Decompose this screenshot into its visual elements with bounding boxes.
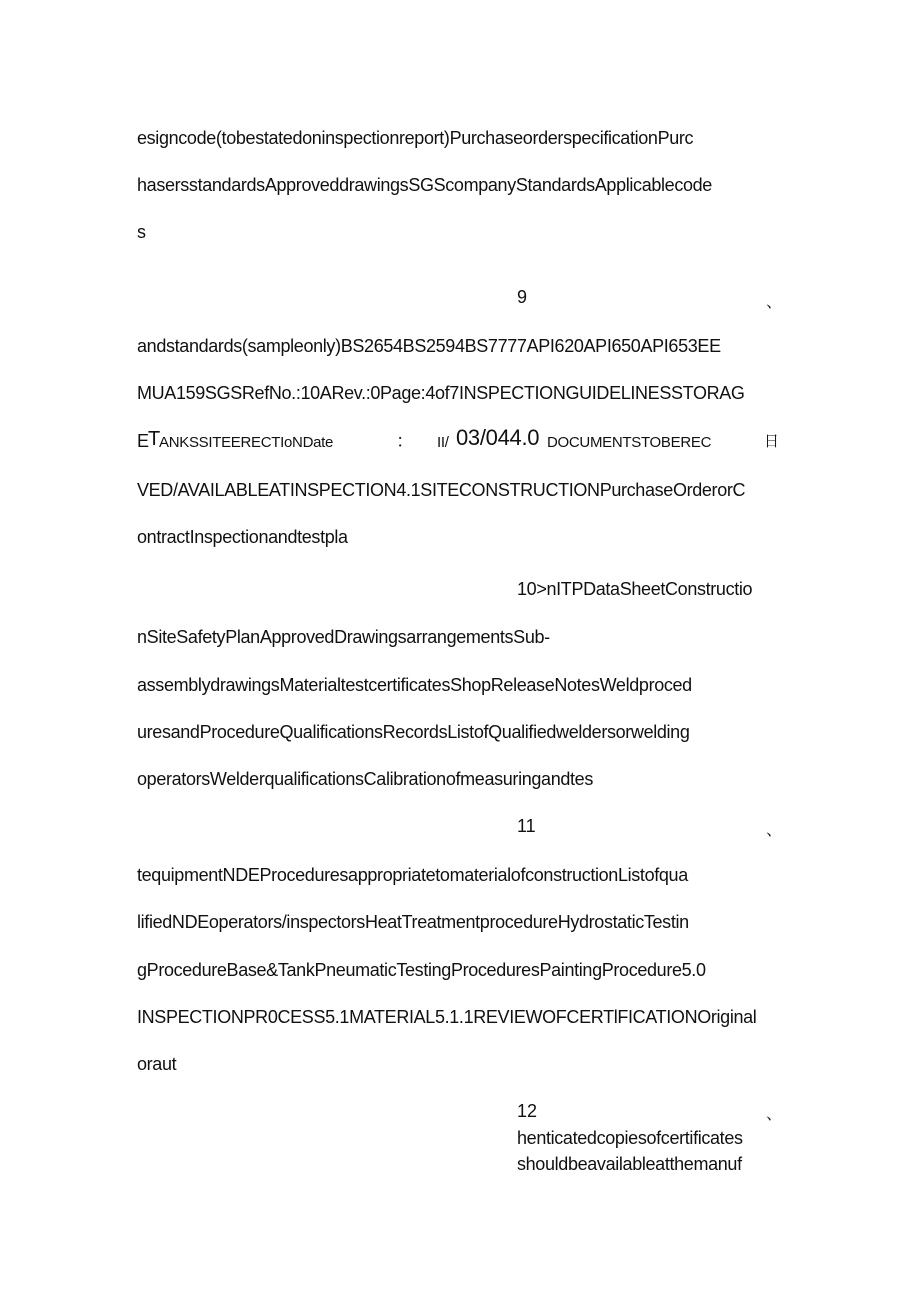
page-number: 12 <box>517 1101 538 1121</box>
body-text-line: assemblydrawingsMaterialtestcertificatesShopReleaseNotesWeldproced <box>137 675 692 695</box>
body-text-line: gProcedureBase&TankPneumaticTestingProceduresPaintingProcedure5.0 <box>137 960 706 980</box>
page-number: 9 <box>517 287 528 307</box>
page-mark: 、 <box>766 294 783 311</box>
body-text-line: operatorsWelderqualificationsCalibrationofmeasuringandtes <box>137 769 593 789</box>
page-mark: 、 <box>766 822 783 839</box>
colon-mark: ： <box>396 431 414 451</box>
body-text-line: shouldbeavailableatthemanuf <box>517 1154 742 1174</box>
page-number: 11 <box>517 816 536 836</box>
date-prefix: II/ <box>437 434 449 451</box>
body-text-line-part: T <box>148 428 161 450</box>
body-text-line: ontractInspectionandtestpla <box>137 527 348 547</box>
body-text-line: esigncode(tobestatedoninspectionreport)PurchaseorderspecificationPurc <box>137 128 694 148</box>
page-break-line: 10>nITPDataSheetConstructio <box>517 579 753 599</box>
stray-glyph: 日 <box>764 433 780 450</box>
body-text-line: VED/AVAILABLEATINSPECTION4.1SITECONSTRUCTIONPurchaseOrderorC <box>137 480 746 500</box>
body-text-line: tequipmentNDEProceduresappropriatetomaterialofconstructionListofqua <box>137 865 688 885</box>
page-mark: 、 <box>766 1106 783 1123</box>
body-text-line: uresandProcedureQualificationsRecordsListofQualifiedweldersorwelding <box>137 722 690 742</box>
body-text-line: oraut <box>137 1054 177 1074</box>
body-text-line-part: DOCUMENTSTOBEREC <box>547 434 712 451</box>
body-text-line: INSPECTIONPR0CESS5.1MATERIAL5.1.1REVIEWOFCERTlFICATIONOriginal <box>137 1007 757 1027</box>
body-text-line: andstandards(sampleonly)BS2654BS2594BS7777API620API650API653EE <box>137 336 721 356</box>
body-text-line-part: ANKSSITEERECTIoNDate <box>159 434 334 451</box>
body-text-line-part: E <box>137 431 149 451</box>
body-text-line: nSiteSafetyPlanApprovedDrawingsarrangementsSub- <box>137 627 550 647</box>
body-text-line: henticatedcopiesofcertificates <box>517 1128 743 1148</box>
date-value: 03/044.0 <box>456 425 540 450</box>
body-text-line: lifiedNDEoperators/inspectorsHeatTreatmentprocedureHydrostaticTestin <box>137 912 689 932</box>
body-text-line: s <box>137 222 146 242</box>
body-text-line: hasersstandardsApproveddrawingsSGScompanyStandardsApplicablecode <box>137 175 712 195</box>
body-text-line: MUA159SGSRefNo.:10ARev.:0Page:4of7INSPECTIONGUIDELINESSTORAG <box>137 383 745 403</box>
